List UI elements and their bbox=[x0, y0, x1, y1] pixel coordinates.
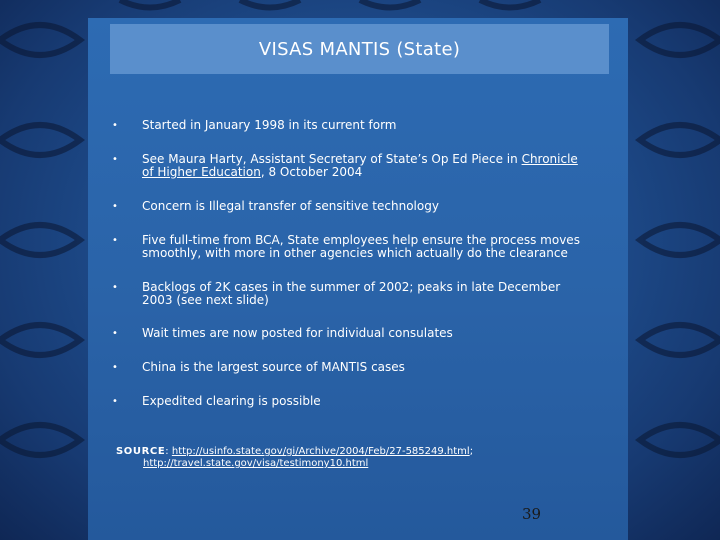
slide-title: VISAS MANTIS (State) bbox=[258, 38, 461, 60]
bullet-marker: • bbox=[112, 120, 118, 131]
publication-link[interactable]: Chronicle of Higher Education bbox=[142, 152, 578, 179]
bullet-marker: • bbox=[112, 362, 118, 373]
bullet-text: Five full-time from BCA, State employees help ensure the process moves smoothly, with more in other agencies which actually do the clearance bbox=[142, 233, 580, 260]
title-bar bbox=[110, 24, 609, 74]
bullet-marker: • bbox=[112, 328, 118, 339]
bullet-text: Concern is Illegal transfer of sensitive technology bbox=[142, 199, 439, 213]
bullet-marker: • bbox=[112, 396, 118, 407]
source-link-usinfo[interactable]: http://usinfo.state.gov/gi/Archive/2004/Feb/27-585249.html bbox=[171, 446, 470, 457]
source-line-2 bbox=[116, 458, 596, 470]
source-label: SOURCE bbox=[116, 446, 166, 457]
bullet-text: Backlogs of 2K cases in the summer of 2002; peaks in late December 2003 (see next slide) bbox=[142, 280, 561, 307]
bullet-text: Wait times are now posted for individual consulates bbox=[142, 326, 453, 340]
bullet-marker: • bbox=[112, 282, 118, 293]
bullet-text: China is the largest source of MANTIS cases bbox=[142, 360, 405, 374]
bullet-text-part: See Maura Harty, Assistant Secretary of State’s Op Ed Piece in bbox=[142, 152, 522, 166]
source-citation bbox=[116, 446, 596, 470]
bullet-text-part: , 8 October 2004 bbox=[260, 165, 363, 179]
bullet-marker: • bbox=[112, 235, 118, 246]
source-separator: : bbox=[165, 446, 172, 457]
bullet-text: Expedited clearing is possible bbox=[142, 394, 321, 408]
source-link-travel[interactable]: http://travel.state.gov/visa/testimony10.html bbox=[143, 458, 369, 469]
bullet-marker: • bbox=[112, 154, 118, 165]
bullet-text: Started in January 1998 in its current form bbox=[142, 118, 397, 132]
bullet-marker: • bbox=[112, 201, 118, 212]
page-number: 39 bbox=[522, 505, 542, 523]
source-separator-semicolon: ; bbox=[469, 446, 474, 457]
bullet-text bbox=[142, 153, 592, 179]
